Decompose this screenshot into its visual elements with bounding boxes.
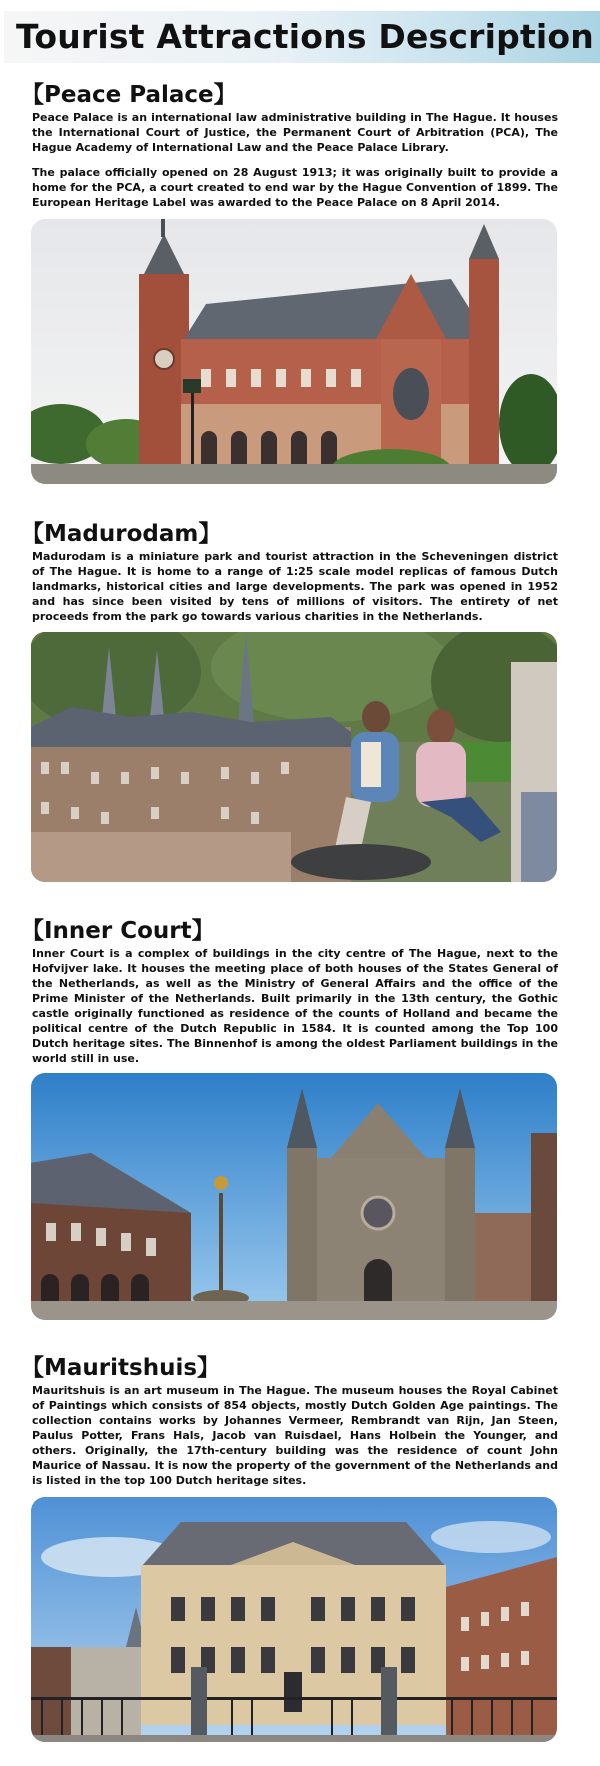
madurodam-photo (31, 632, 557, 882)
inner-court-photo (31, 1073, 557, 1320)
peace-palace-photo (31, 219, 557, 484)
section-heading-madurodam: 【Madurodam】 (21, 521, 222, 547)
madurodam-paragraph-1: Madurodam is a miniature park and tourist attraction in the Scheveningen district of The Hague. It is home to a range of 1:25 scale model replicas of famous Dutch landmarks, historical cities and large developments. The park was opened in 1952 and has since been visited by tens of millions of visitors. The entirety of net proceeds from the park go towards various charities in the Netherlands. (32, 550, 558, 623)
section-heading-mauritshuis: 【Mauritshuis】 (21, 1355, 221, 1381)
page-title: Tourist Attractions Description (16, 17, 594, 56)
title-banner (4, 11, 600, 63)
peace-palace-paragraph-2: The palace officially opened on 28 August 1913; it was originally built to provide a home for the PCA, a court created to end war by the Hague Convention of 1899. The European Heritage Label was awarded to the Peace Palace on 8 April 2014. (32, 166, 558, 209)
section-heading-inner-court: 【Inner Court】 (21, 918, 215, 944)
peace-palace-paragraph-1: Peace Palace is an international law administrative building in The Hague. It houses the International Court of Justice, the Permanent Court of Arbitration (PCA), The Hague Academy of International Law and the Peace Palace Library. (32, 111, 558, 154)
mauritshuis-paragraph-1: Mauritshuis is an art museum in The Hague. The museum houses the Royal Cabinet of Paintings which consists of 854 objects, mostly Dutch Golden Age paintings. The collection contains works by Johannes Vermeer, Rembrandt van Rijn, Jan Steen, Paulus Potter, Frans Hals, Jacob van Ruisdael, Hans Holbein the Younger, and others. Originally, the 17th-century building was the residence of count John Maurice of Nassau. It is now the property of the government of the Netherlands and is listed in the top 100 Dutch heritage sites. (32, 1384, 558, 1487)
inner-court-paragraph-1: Inner Court is a complex of buildings in the city centre of The Hague, next to the Hofvijver lake. It houses the meeting place of both houses of the States General of the Netherlands, as well as the Ministry of General Affairs and the office of the Prime Minister of the Netherlands. Built primarily in the 13th century, the Gothic castle originally functioned as residence of the counts of Holland and became the political centre of the Dutch Republic in 1584. It is counted among the Top 100 Dutch heritage sites. The Binnenhof is among the oldest Parliament buildings in the world still in use. (32, 947, 558, 1065)
mauritshuis-photo (31, 1497, 557, 1742)
section-heading-peace-palace: 【Peace Palace】 (21, 82, 237, 108)
